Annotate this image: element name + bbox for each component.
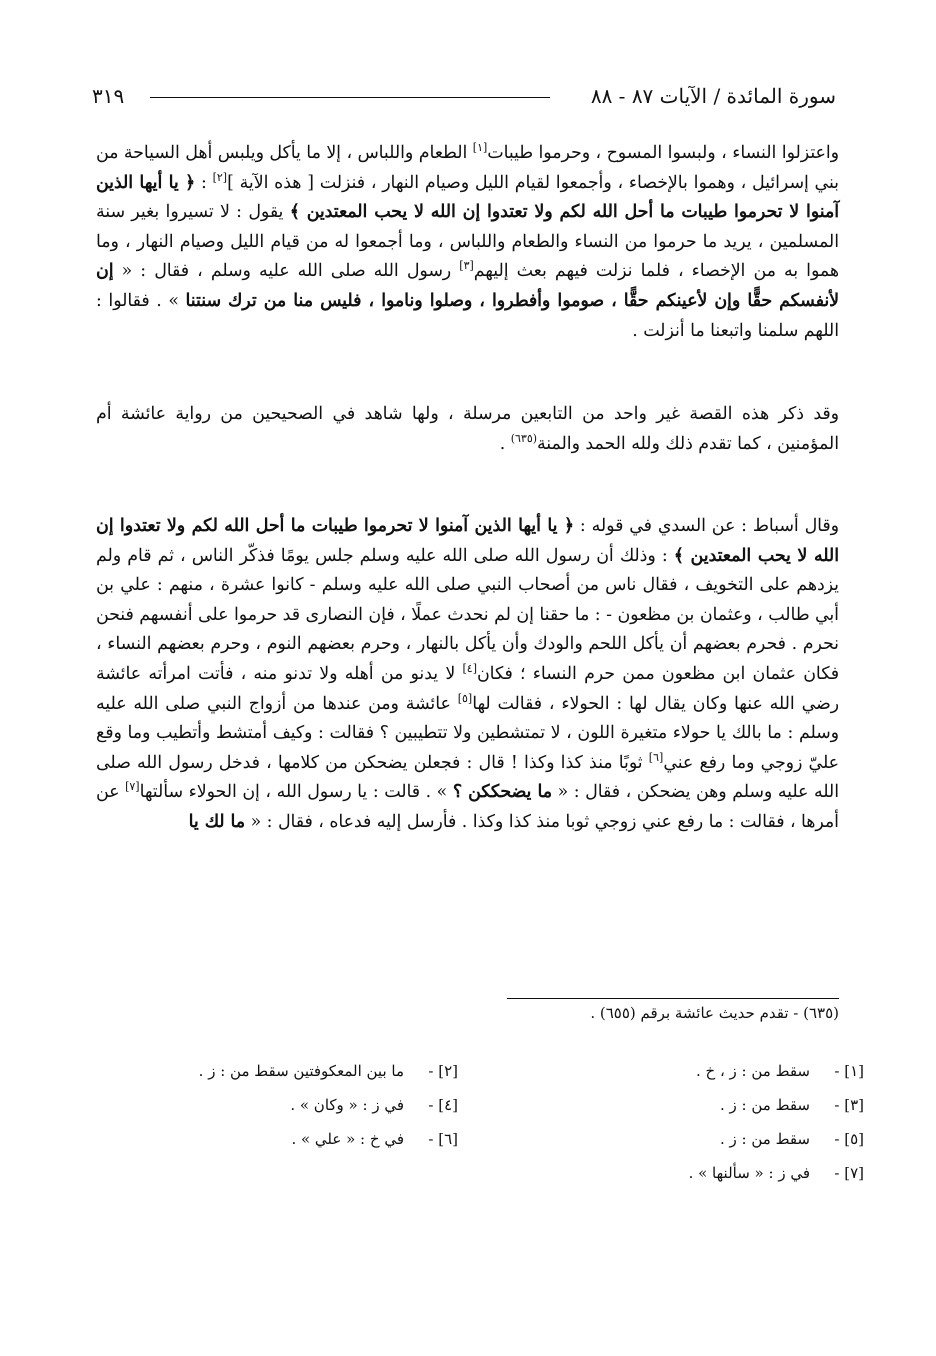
footnote-text: ما بين المعكوفتين سقط من : ز . [198,1062,404,1080]
text-run: : وذلك أن رسول الله صلى الله عليه وسلم جلس يومًا فذكّر الناس ، ثم قام ولم يزدهم على التخويف ، فقال ناس من أصحاب النبي صلى الله عليه وسلم - كانوا عشرة ، منهم : علي بن أبي طالب ، وعثمان بن مظعون - : ما حقنا إن لم نحدث عملًا ، فإن النصارى قد حرموا على أنفسهم فنحن نحرم . فحرم بعضهم أن يأكل اللحم والودك وأن يأكل بالنهار ، وحرم بعضهم النوم ، وحرم بعضهم النساء ، فكان عثمان ابن مظعون ممن حرم النساء ؛ فكان [96,545,840,684]
source-footnote: (٦٣٥) - تقدم حديث عائشة برقم (٦٥٥) . [590,1004,839,1022]
paragraph-2 [96,400,839,459]
footnote-mark: [٤] - [428,1096,458,1114]
running-header-title: سورة المائدة / الآيات ٨٧ - ٨٨ [590,84,836,108]
footnote-marker-635: (٦٣٥) [510,431,538,445]
hadith-quote: ما يضحككن ؟ [452,782,552,803]
hadith-quote: إن لأنفسكم حقًّا وإن لأعينكم حقًّا ، صوموا وأفطروا ، وصلوا وناموا ، فليس منا من ترك سنتنا [96,261,839,311]
text-run: وقال أسباط : عن السدي في قوله : [573,516,839,536]
paragraph-3 [96,512,839,838]
footnote-4 [290,1096,458,1114]
footnote-marker-2: [٢] [212,170,228,184]
text-run: وقد ذكر هذه القصة غير واحد من التابعين مرسلة ، ولها شاهد في الصحيحين من رواية عائشة أم المؤمنين ، كما تقدم ذلك ولله الحمد والمنة [96,404,839,454]
hadith-quote: ما لك يا [188,811,246,832]
footnote-mark: [٥] - [834,1130,864,1148]
footnote-marker-5: [٥] [457,691,473,705]
page-number: ٣١٩ [92,84,125,108]
text-run: . [499,433,511,454]
text-run: ثوبًا منذ كذا وكذا ! قال : فجعلن يضحكن من كلامها ، فدخل رسول الله صلى الله عليه وسلم وهن يضحكن ، فقال : « [96,752,839,803]
footnote-text: في خ : « علي » . [291,1130,404,1148]
footnote-marker-7: [٧] [125,780,140,794]
text-run: رسول الله صلى الله عليه وسلم ، فقال : « [113,261,460,282]
footnote-rule [507,998,839,999]
text-run: عن أمرها ، فقالت : ما رفع عني زوجي ثوبا منذ كذا وكذا . فأرسل إليه فدعاه ، فقال : « [96,782,839,832]
text-run: لا يدنو من أهله ولا تدنو منه ، فأتت امرأته عائشة رضي الله عنها وكان يقال لها : الحولاء ، فقالت لها [96,663,839,714]
quran-verse: ﴿ يا أيها الذين آمنوا لا تحرموا طيبات ما أحل الله لكم ولا تعتدوا إن الله لا يحب المعتدين ﴾ [96,172,839,223]
footnote-marker-4: [٤] [462,662,477,676]
footnote-marker-1: [١] [472,141,488,155]
footnote-mark: [١] - [834,1062,864,1080]
footnote-5 [720,1130,864,1148]
footnote-text: سقط من : ز . [720,1096,810,1114]
text-run: واعتزلوا النساء ، ولبسوا المسوح ، وحرموا طيبات [487,143,839,163]
text-run: عائشة ومن عندها من أزواج النبي صلى الله عليه وسلم : ما بالك يا حولاء متغيرة اللون ، لا تمتشطين ولا تتطيبين ؟ فقالت : وكيف أمتشط وأتطيب وما وقع عليّ زوجي وما رفع عني [96,693,839,773]
footnote-text: في ز : « وكان » . [290,1096,404,1114]
text-run: » . قالت : يا رسول الله ، إن الحولاء سألتها [139,782,453,803]
footnote-text: سقط من : ز ، خ . [695,1062,810,1080]
footnote-7 [689,1164,864,1182]
footnote-marker-3: [٣] [459,259,474,273]
quran-verse: ﴿ يا أيها الذين آمنوا لا تحرموا طيبات ما أحل الله لكم ولا تعتدوا إن الله لا يحب المعتدين ﴾ [96,516,839,566]
footnote-mark: [٦] - [428,1130,458,1148]
footnote-mark: [٢] - [428,1062,458,1080]
footnote-text: في ز : « سألنها » . [688,1164,810,1182]
footnote-3 [720,1096,864,1114]
text-run: » . فقالوا : اللهم سلمنا واتبعنا ما أنزلت . [96,290,839,341]
footnote-marker-6: [٦] [648,750,664,764]
text-run: الطعام واللباس ، إلا ما يأكل ويلبس أهل السياحة من بني إسرائيل ، وهموا بالإخصاء ، وأجمعوا لقيام الليل وصيام النهار ، فنزلت [ هذه الآية ] [96,143,839,193]
footnote-mark: [٣] - [834,1096,864,1114]
footnote-1 [696,1062,864,1080]
text-run: : [195,172,213,193]
footnote-mark: [٧] - [834,1164,864,1182]
footnote-6 [291,1130,458,1148]
footnote-2 [199,1062,458,1080]
footnote-text: سقط من : ز . [720,1130,810,1148]
paragraph-1 [96,139,839,346]
text-run: يقول : لا تسيروا بغير سنة المسلمين ، يريد ما حرموا من النساء والطعام واللباس ، وما أجمعوا له من قيام الليل وصيام النهار ، وما هموا به من الإخصاء ، فلما نزلت فيهم بعث إليهم [96,202,839,282]
header-rule [150,97,550,98]
